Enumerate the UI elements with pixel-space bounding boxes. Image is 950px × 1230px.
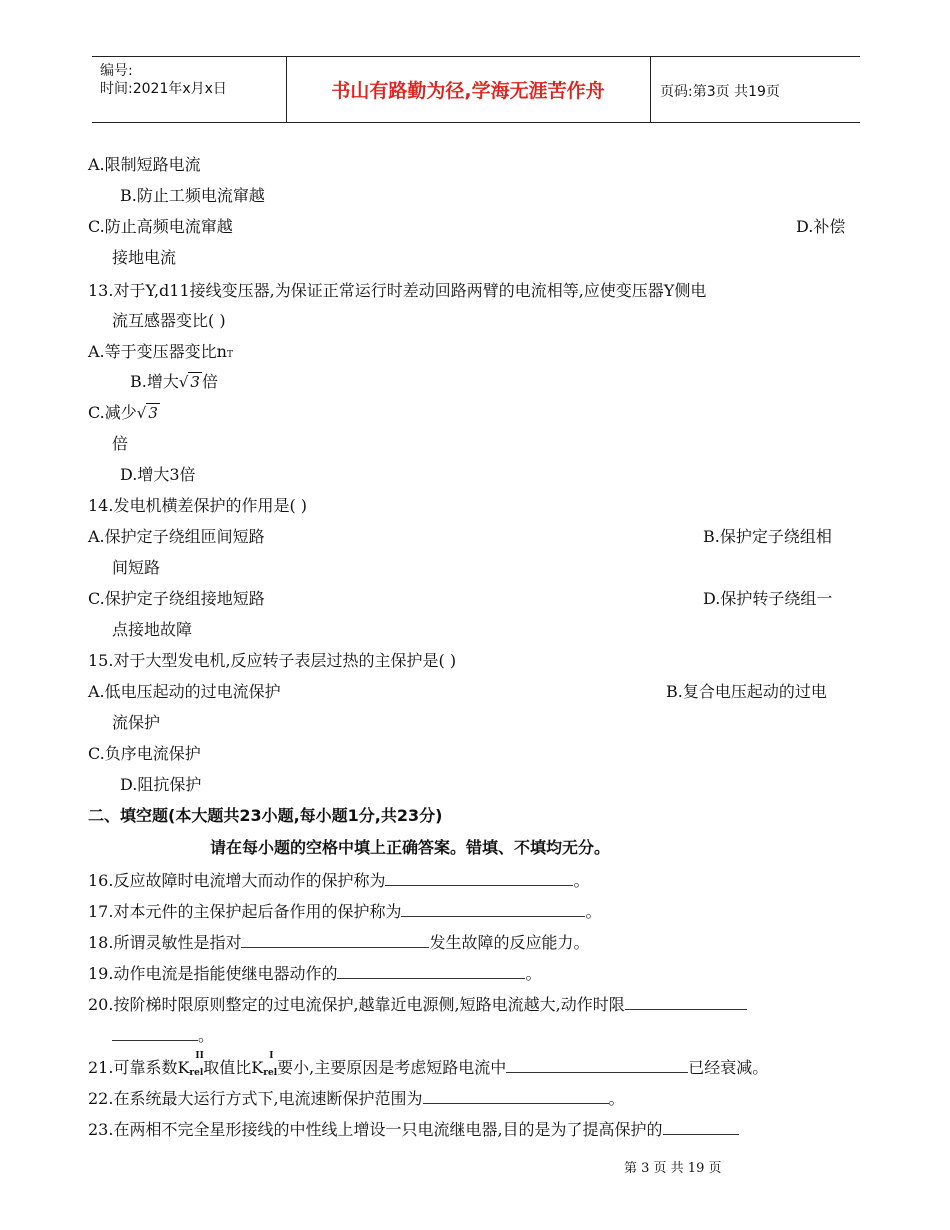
- q19: [88, 963, 541, 984]
- q14-option-c: C.保护定子绕组接地短路: [88, 589, 265, 608]
- page-footer: 第 3 页 共 19 页: [624, 1161, 722, 1176]
- q13-option-a-text: A.等于变压器变比n: [88, 342, 227, 361]
- header-number-label: 编号:: [100, 63, 133, 79]
- k-rel-i-symbol: [263, 1051, 278, 1083]
- q21-answer-blank[interactable]: [506, 1057, 688, 1073]
- q14-option-a: A.保护定子绕组匝间短路: [88, 527, 265, 546]
- q20-answer-blank-cont[interactable]: [112, 1025, 198, 1041]
- q23-text: 23.在两相不完全星形接线的中性线上增设一只电流继电器,目的是为了提高保护的: [88, 1120, 663, 1139]
- sqrt-radicand: 3: [148, 404, 158, 422]
- q13-stem-cont: 流互感器变比( ): [112, 311, 226, 330]
- q23: [88, 1119, 739, 1140]
- q13-option-d: D.增大3倍: [120, 465, 196, 484]
- q18-answer-blank[interactable]: [241, 932, 429, 948]
- q14-option-b-cont: 间短路: [112, 558, 161, 577]
- q20-cont: [112, 1025, 214, 1046]
- q13-option-c: [88, 403, 160, 423]
- sqrt-symbol: √ 3: [178, 373, 200, 391]
- q12-option-d: D.补偿: [796, 217, 846, 236]
- q14-option-d: D.保护转子绕组一: [703, 589, 833, 608]
- q22-end: 。: [608, 1089, 625, 1108]
- q21-subscript-rel-2: rel: [263, 1068, 278, 1078]
- q22: [88, 1088, 625, 1109]
- q19-answer-blank[interactable]: [337, 963, 525, 979]
- header-motto: 书山有路勤为径,学海无涯苦作舟: [331, 80, 605, 102]
- sqrt-radicand: 3: [190, 373, 200, 391]
- q23-answer-blank[interactable]: [663, 1119, 739, 1135]
- q12-option-b: B.防止工频电流窜越: [120, 186, 265, 205]
- q16-answer-blank[interactable]: [385, 870, 573, 886]
- q22-text: 22.在系统最大运行方式下,电流速断保护范围为: [88, 1089, 423, 1108]
- q17-text: 17.对本元件的主保护起后备作用的保护称为: [88, 902, 402, 921]
- q18-text: 18.所谓灵敏性是指对: [88, 933, 242, 952]
- q21-end: 已经衰减。: [688, 1058, 769, 1077]
- q15-option-b: B.复合电压起动的过电: [666, 682, 827, 701]
- q15-option-d: D.阻抗保护: [120, 775, 202, 794]
- q17: [88, 901, 601, 922]
- q20: [88, 994, 747, 1015]
- q15-option-a: A.低电压起动的过电流保护: [88, 682, 281, 701]
- q15-option-c: C.负序电流保护: [88, 744, 201, 763]
- header-page-info: 页码:第3页 共19页: [660, 84, 780, 100]
- q19-end: 。: [525, 964, 542, 983]
- q13-option-b-suffix: 倍: [201, 372, 218, 391]
- q21-superscript-ii: II: [195, 1051, 204, 1061]
- q12-option-a: A.限制短路电流: [88, 155, 201, 174]
- q17-end: 。: [585, 902, 602, 921]
- q13-stem: 13.对于Y,d11接线变压器,为保证正常运行时差动回路两臂的电流相等,应使变压器Y侧电: [88, 281, 707, 300]
- q21-superscript-i: I: [269, 1051, 274, 1061]
- sqrt-symbol: √ 3: [136, 404, 158, 422]
- q14-option-b: B.保护定子绕组相: [703, 527, 832, 546]
- q13-option-b: [130, 372, 218, 392]
- q22-answer-blank[interactable]: [423, 1088, 609, 1104]
- q16-end: 。: [573, 871, 590, 890]
- section-2-heading: 二、填空题(本大题共23小题,每小题1分,共23分): [88, 806, 443, 825]
- q13-option-a-subscript: T: [226, 350, 233, 360]
- q21-text-2: 要小,主要原因是考虑短路电流中: [277, 1058, 507, 1077]
- header-divider-right: [650, 56, 651, 122]
- q13-option-a: [88, 342, 233, 365]
- q20-answer-blank[interactable]: [625, 994, 747, 1010]
- q19-text: 19.动作电流是指能使继电器动作的: [88, 964, 338, 983]
- q18-end: 发生故障的反应能力。: [429, 933, 590, 952]
- q21-mid: 取值比K: [203, 1058, 264, 1077]
- q12-option-c: C.防止高频电流窜越: [88, 217, 233, 236]
- q13-option-c-text: C.减少: [88, 403, 137, 422]
- q14-stem: 14.发电机横差保护的作用是( ): [88, 496, 308, 515]
- q16: [88, 870, 589, 891]
- q15-stem: 15.对于大型发电机,反应转子表层过热的主保护是( ): [88, 651, 457, 670]
- q21-subscript-rel-1: rel: [189, 1068, 204, 1078]
- q21-text: 21.可靠系数K: [88, 1058, 190, 1077]
- q16-text: 16.反应故障时电流增大而动作的保护称为: [88, 871, 386, 890]
- q14-option-d-cont: 点接地故障: [112, 620, 193, 639]
- k-rel-ii-symbol: [189, 1051, 204, 1083]
- q13-option-c-cont: 倍: [112, 434, 129, 453]
- section-2-instructions: 请在每小题的空格中填上正确答案。错填、不填均无分。: [210, 838, 611, 857]
- q12-option-d-cont: 接地电流: [112, 248, 177, 267]
- header-bottom-rule: [92, 122, 860, 123]
- q17-answer-blank[interactable]: [401, 901, 585, 917]
- q13-option-b-text: B.增大: [130, 372, 179, 391]
- q18: [88, 932, 589, 953]
- q15-option-b-cont: 流保护: [112, 713, 161, 732]
- q20-text: 20.按阶梯时限原则整定的过电流保护,越靠近电源侧,短路电流越大,动作时限: [88, 995, 625, 1014]
- header-top-rule: [92, 56, 860, 57]
- q21: [88, 1051, 769, 1083]
- header-time-label: 时间:2021年x月x日: [100, 81, 227, 97]
- q20-end: 。: [198, 1026, 215, 1045]
